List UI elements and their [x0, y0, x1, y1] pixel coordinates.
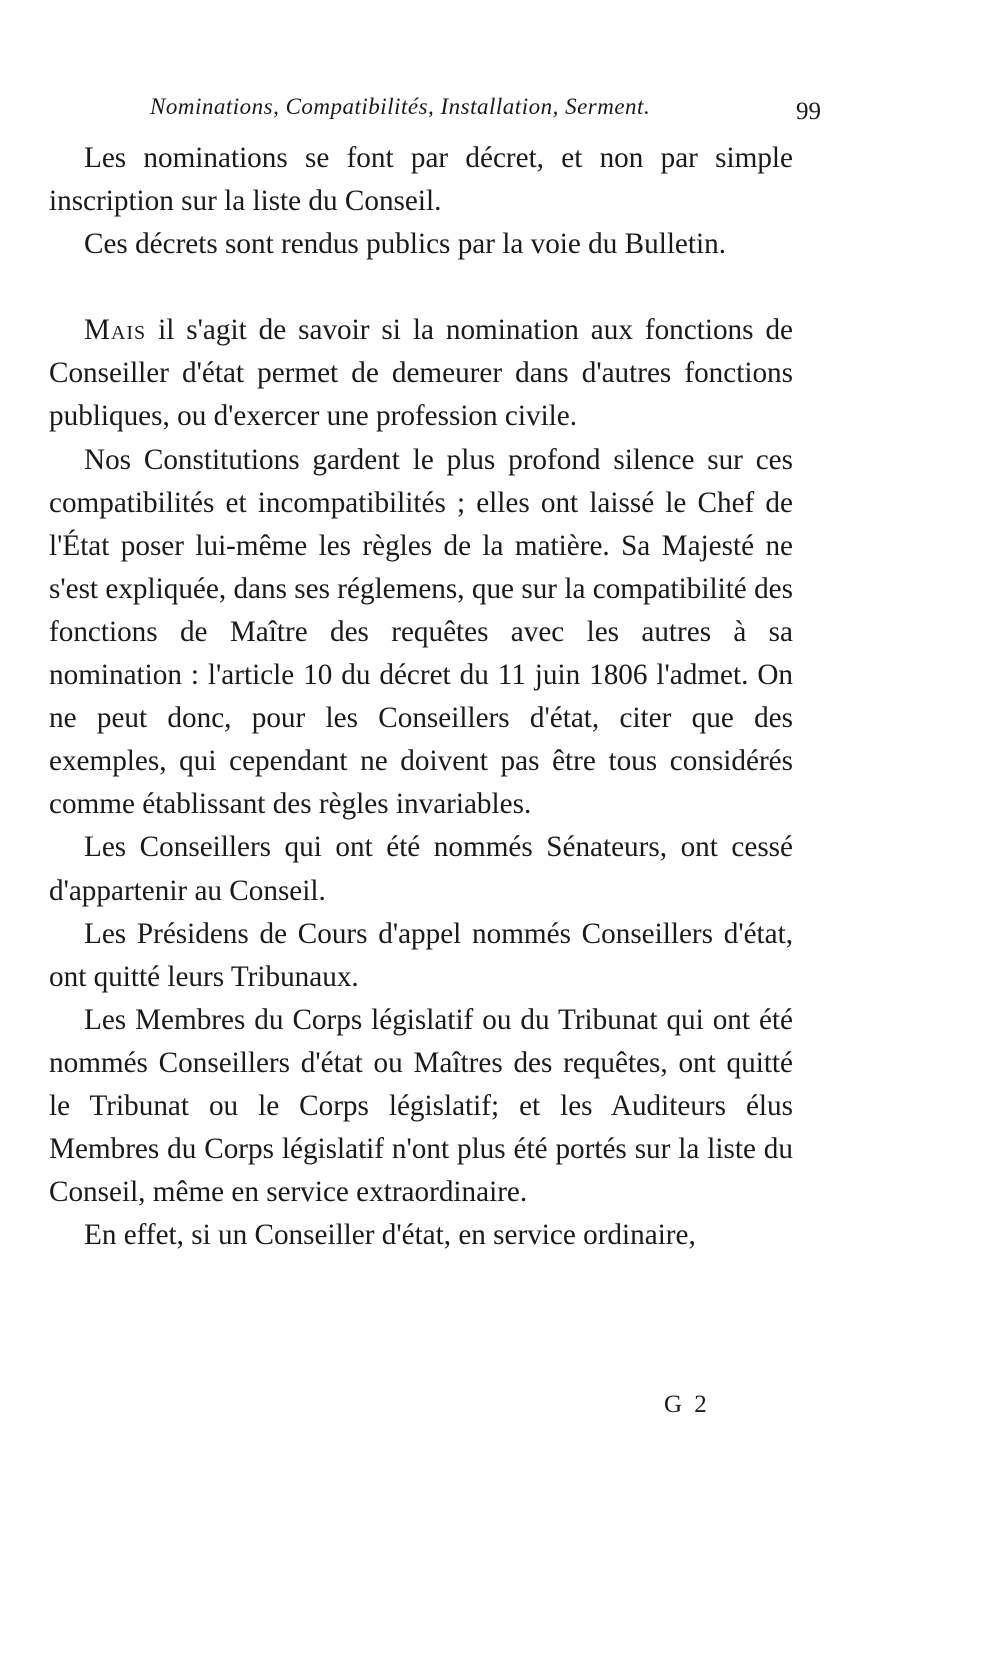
body-text — [49, 137, 793, 1257]
paragraph-mais-text: il s'agit de savoir si la nomination aux fonctions de Conseiller d'état permet de demeurer dans d'autres fonctions publiques, ou d'exercer une profession civile. — [49, 314, 793, 433]
paragraph-decrets-publics: Ces décrets sont rendus publics par la voie du Bulletin. — [84, 228, 726, 261]
lead-word: Mais — [84, 314, 147, 347]
paragraph-senateurs: Les Conseillers qui ont été nommés Sénateurs, ont cessé d'appartenir au Conseil. — [49, 831, 793, 907]
paragraph-mais — [49, 309, 793, 438]
paragraph-en-effet: En effet, si un Conseiller d'état, en service ordinaire, — [84, 1219, 696, 1252]
paragraph-nominations-decret: Les nominations se font par décret, et non par simple inscription sur la liste du Conseil. — [49, 142, 793, 218]
page-number: 99 — [796, 98, 821, 125]
paragraph-membres: Les Membres du Corps législatif ou du Tribunat qui ont été nommés Conseillers d'état ou Maîtres des requêtes, ont quitté le Tribunat ou le Corps législatif; et les Auditeurs élus Membres du Corps législatif n'ont plus été portés sur la liste du Conseil, même en service extraordinaire. — [49, 1003, 793, 1209]
signature-mark: G 2 — [664, 1391, 710, 1418]
paragraph-constitutions: Nos Constitutions gardent le plus profond silence sur ces compatibilités et incompatibilités ; elles ont laissé le Chef de l'État poser lui-même les règles de la matière. Sa Majesté ne s'est expliquée, dans ses réglemens, que sur la compatibilité des fonctions de Maître des requêtes avec les autres à sa nomination : l'article 10 du décret du 11 juin 1806 l'admet. On ne peut donc, pour les Conseillers d'état, citer que des exemples, qui cependant ne doivent pas être tous considérés comme établissant des règles invariables. — [49, 443, 793, 821]
paragraph-presidens: Les Présidens de Cours d'appel nommés Conseillers d'état, ont quitté leurs Tribunaux. — [49, 917, 793, 993]
running-head: Nominations, Compatibilités, Installation, Serment. — [150, 94, 651, 119]
